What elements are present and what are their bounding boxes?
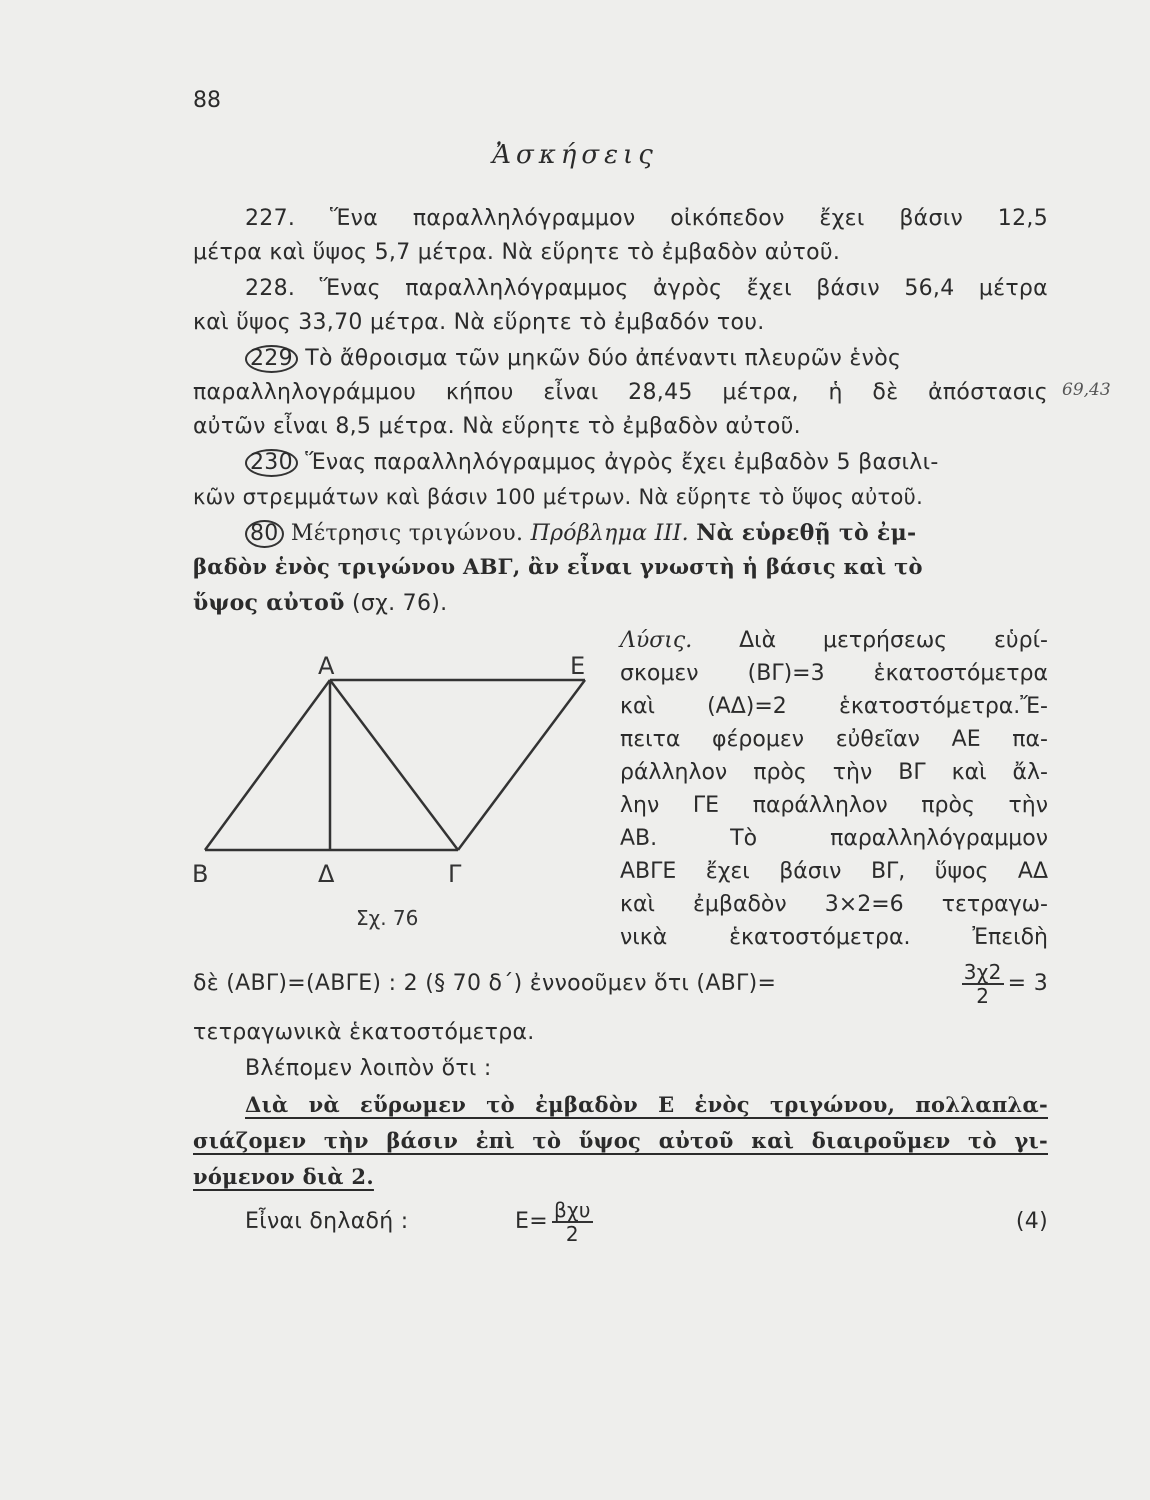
solution-line-8: ΑΒΓΕ ἔχει βάσιν ΒΓ, ὕψος ΑΔ <box>620 859 1048 884</box>
exercise-229-text-1: Τὸ ἄθροισμα τῶν μηκῶν δύο ἀπέναντι πλευρῶν ἑνὸς <box>305 346 902 371</box>
formula-lead: Εἶναι δηλαδή : <box>245 1209 409 1234</box>
section-heading: Ἀσκήσεις <box>492 140 658 170</box>
solution-fraction <box>962 961 1004 1007</box>
vertex-label-a: Α <box>318 652 335 680</box>
exercise-230-line-2: κῶν στρεμμάτων καὶ βάσιν 100 μέτρων. Νὰ εὕρητε τὸ ὕψος αὐτοῦ. <box>193 485 924 509</box>
vertex-label-e: Ε <box>570 652 586 680</box>
vertex-label-g: Γ <box>448 860 462 888</box>
exercise-229-line-2: παραλληλογράμμου κήπου εἶναι 28,45 μέτρα, ἡ δὲ ἀπόστασις <box>193 380 1048 405</box>
vertex-label-b: Β <box>192 860 209 888</box>
conclusion-rule-line-1: Διὰ νὰ εὕρωμεν τὸ ἐμβαδὸν Ε ἑνὸς τριγώνου, πολλαπλα- <box>245 1092 1048 1117</box>
conclusion-intro: Βλέπομεν λοιπὸν ὅτι : <box>245 1056 492 1081</box>
solution-label: Λύσις. <box>620 628 693 653</box>
solution-line-3: καὶ (ΑΔ)=2 ἑκατοστόμετρα.Ἔ- <box>620 694 1048 719</box>
exercise-229-line-3: αὐτῶν εἶναι 8,5 μέτρα. Νὰ εὕρητε τὸ ἐμβαδὸν αὐτοῦ. <box>193 414 801 439</box>
solution-text-11a: δὲ (ΑΒΓ)=(ΑΒΓΕ) : 2 (§ 70 δ´) ἐννοοῦμεν ὅτι (ΑΒΓ)= <box>193 971 777 996</box>
section-80-line-2: βαδὸν ἑνὸς τριγώνου ΑΒΓ, ἂν εἶναι γνωστὴ ἡ βάσις καὶ τὸ <box>193 554 923 579</box>
solution-line-7: ΑΒ. Τὸ παραλληλόγραμμον <box>620 826 1048 851</box>
formula-tag: (4) <box>1015 1209 1048 1234</box>
formula-line <box>245 1200 1048 1244</box>
segment-ab <box>205 680 330 850</box>
section-80-line-3 <box>193 588 1048 619</box>
exercise-229-number: 229 <box>245 345 298 373</box>
solution-line-4: πειτα φέρομεν εὐθεῖαν ΑΕ πα- <box>620 727 1048 752</box>
page-number: 88 <box>193 88 221 113</box>
solution-line-1 <box>620 626 1048 656</box>
exercise-227-line-2: μέτρα καὶ ὕψος 5,7 μέτρα. Νὰ εὕρητε τὸ ἐμβαδὸν αὐτοῦ. <box>193 240 841 265</box>
exercise-230-text-1: Ἕνας παραλληλόγραμμος ἀγρὸς ἔχει ἐμβαδὸν 5 βασιλι- <box>305 450 939 475</box>
section-80-line-1 <box>245 518 1048 549</box>
solution-line-12: τετραγωνικὰ ἑκατοστόμετρα. <box>193 1020 535 1045</box>
solution-line-2: σκομεν (ΒΓ)=3 ἑκατοστόμετρα <box>620 661 1048 686</box>
formula-den: 2 <box>565 1222 579 1246</box>
conclusion-rule-line-3: νόμενον διὰ 2. <box>193 1164 374 1189</box>
margin-note: 69,43 <box>1062 380 1111 400</box>
exercise-228-line-2: καὶ ὕψος 33,70 μέτρα. Νὰ εὕρητε τὸ ἐμβαδόν του. <box>193 310 765 335</box>
solution-text-11b: = 3 <box>1007 971 1048 996</box>
solution-text-1: Διὰ μετρήσεως εὑρί- <box>739 628 1048 653</box>
section-80-title: Μέτρησις τριγώνου. <box>290 521 524 546</box>
vertex-label-d: Δ <box>318 860 335 888</box>
exercise-228-line-1: 228. Ἕνας παραλληλόγραμμος ἀγρὸς ἔχει βάσιν 56,4 μέτρα <box>245 276 1048 301</box>
solution-fraction-group <box>958 961 1048 1007</box>
solution-frac-num: 3χ2 <box>963 960 1002 984</box>
section-80-bold-1: Νὰ εὑρεθῇ τὸ ἐμ- <box>696 520 917 546</box>
formula-num: βχυ <box>553 1198 591 1222</box>
figure-caption: Σχ. 76 <box>356 906 419 930</box>
solution-line-10: νικὰ ἑκατοστόμετρα. Ἐπειδὴ <box>620 925 1048 950</box>
formula-fraction <box>552 1199 593 1245</box>
section-80-number: 80 <box>245 520 284 548</box>
exercise-227-line-1: 227. Ἕνα παραλληλόγραμμον οἰκόπεδον ἔχει βάσιν 12,5 <box>245 206 1048 231</box>
figure-76 <box>190 650 610 950</box>
section-80-ref: (σχ. 76). <box>351 591 448 616</box>
segment-ag <box>330 680 458 850</box>
solution-line-5: ράλληλον πρὸς τὴν ΒΓ καὶ ἄλ- <box>620 760 1048 785</box>
exercise-230-line-1 <box>245 448 1048 478</box>
formula-lhs: Ε= <box>515 1209 548 1234</box>
exercise-230-number: 230 <box>245 449 298 477</box>
solution-frac-den: 2 <box>976 984 990 1008</box>
solution-line-9: καὶ ἐμβαδὸν 3×2=6 τετραγω- <box>620 892 1048 917</box>
exercise-229-line-1 <box>245 344 1048 374</box>
section-80-problem: Πρόβλημα ΙΙΙ. <box>530 521 689 546</box>
segment-ge <box>458 680 585 850</box>
conclusion-rule-line-2: σιάζομεν τὴν βάσιν ἐπὶ τὸ ὕψος αὐτοῦ καὶ διαιροῦμεν τὸ γι- <box>193 1128 1048 1153</box>
section-80-bold-3: ὕψος αὐτοῦ <box>193 590 345 616</box>
solution-line-6: λην ΓΕ παράλληλον πρὸς τὴν <box>620 793 1048 818</box>
solution-line-11 <box>193 962 1048 1006</box>
